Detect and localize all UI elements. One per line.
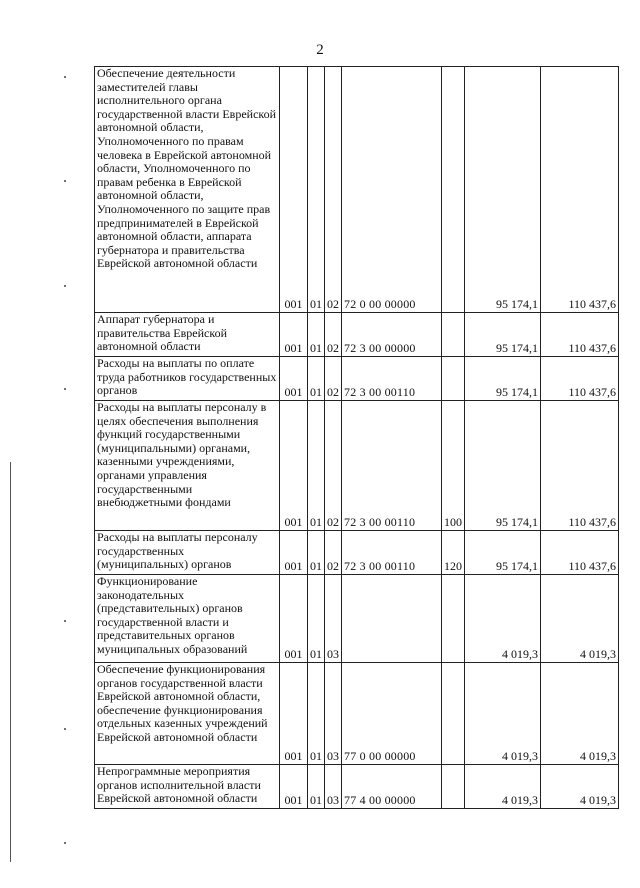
- cell-pr: 02: [325, 401, 342, 531]
- table-row: [95, 313, 619, 357]
- scan-dot: [64, 285, 66, 287]
- cell-name: Непрограммные мероприятия органов исполнительной власти Еврейской автономной области: [95, 765, 280, 809]
- cell-rz: 01: [308, 313, 325, 357]
- cell-v2: 110 437,6: [541, 357, 619, 401]
- cell-pr: 02: [325, 357, 342, 401]
- cell-csr: 72 3 00 00110: [342, 357, 442, 401]
- cell-vr: [442, 765, 465, 809]
- cell-v1: 4 019,3: [465, 575, 541, 663]
- cell-v1: 95 174,1: [465, 401, 541, 531]
- cell-pr: 02: [325, 313, 342, 357]
- table-body: [95, 67, 619, 809]
- cell-name: Обеспечение деятельности заместителей главы исполнительного органа государственной власти Еврейской автономной области, Уполномоченного по правам человека в Еврейской автономной области, Уполномоченного по правам ребенка в Еврейской автономной области, Уполномоченного по защите прав предпринимателей в Еврейской автономной области, аппарата губернатора и правительства Еврейской автономной области: [95, 67, 280, 313]
- cell-v1: 95 174,1: [465, 357, 541, 401]
- cell-vr: 120: [442, 531, 465, 575]
- cell-name: Обеспечение функционирования органов государственной власти Еврейской автономной области, обеспечение функционирования отдельных казенных учреждений Еврейской автономной области: [95, 663, 280, 765]
- cell-v2: 110 437,6: [541, 313, 619, 357]
- cell-pr: 02: [325, 67, 342, 313]
- scan-dot: [64, 842, 66, 844]
- cell-v2: 4 019,3: [541, 765, 619, 809]
- cell-v1: 95 174,1: [465, 313, 541, 357]
- cell-csr: 77 0 00 00000: [342, 663, 442, 765]
- cell-v1: 4 019,3: [465, 663, 541, 765]
- cell-v2: 110 437,6: [541, 401, 619, 531]
- cell-vr: 100: [442, 401, 465, 531]
- cell-name: Расходы на выплаты персоналу в целях обеспечения выполнения функций государственными (муниципальными) органами, казенными учреждениями, органами управления государственными внебюджетными фондами: [95, 401, 280, 531]
- cell-csr: 72 0 00 00000: [342, 67, 442, 313]
- scan-dot: [64, 180, 66, 182]
- cell-ved: 001: [280, 313, 308, 357]
- cell-vr: [442, 313, 465, 357]
- cell-name: Расходы на выплаты по оплате труда работников государственных органов: [95, 357, 280, 401]
- scan-dot: [64, 728, 66, 730]
- cell-csr: 72 3 00 00110: [342, 401, 442, 531]
- cell-vr: [442, 663, 465, 765]
- table-row: [95, 531, 619, 575]
- cell-vr: [442, 575, 465, 663]
- cell-rz: 01: [308, 531, 325, 575]
- cell-v1: 95 174,1: [465, 67, 541, 313]
- cell-csr: 72 3 00 00110: [342, 531, 442, 575]
- cell-ved: 001: [280, 357, 308, 401]
- cell-rz: 01: [308, 357, 325, 401]
- cell-pr: 03: [325, 663, 342, 765]
- table-row: [95, 663, 619, 765]
- cell-rz: 01: [308, 663, 325, 765]
- cell-ved: 001: [280, 67, 308, 313]
- cell-name: Функционирование законодательных (представительных) органов государственной власти и представительных органов муниципальных образований: [95, 575, 280, 663]
- cell-csr: 72 3 00 00000: [342, 313, 442, 357]
- cell-vr: [442, 67, 465, 313]
- scan-dot: [64, 388, 66, 390]
- cell-pr: 03: [325, 575, 342, 663]
- cell-v1: 95 174,1: [465, 531, 541, 575]
- scan-edge-line: [10, 462, 11, 862]
- cell-csr: 77 4 00 00000: [342, 765, 442, 809]
- cell-v1: 4 019,3: [465, 765, 541, 809]
- cell-name: Расходы на выплаты персоналу государственных (муниципальных) органов: [95, 531, 280, 575]
- cell-v2: 4 019,3: [541, 663, 619, 765]
- cell-v2: 4 019,3: [541, 575, 619, 663]
- cell-ved: 001: [280, 575, 308, 663]
- cell-v2: 110 437,6: [541, 67, 619, 313]
- cell-vr: [442, 357, 465, 401]
- cell-name: Аппарат губернатора и правительства Еврейской автономной области: [95, 313, 280, 357]
- table-row: [95, 401, 619, 531]
- table-row: [95, 575, 619, 663]
- table-row: [95, 67, 619, 313]
- cell-rz: 01: [308, 67, 325, 313]
- page-number: 2: [316, 42, 324, 58]
- scan-dot: [64, 76, 66, 78]
- cell-pr: 02: [325, 531, 342, 575]
- cell-ved: 001: [280, 765, 308, 809]
- cell-csr: [342, 575, 442, 663]
- cell-ved: 001: [280, 531, 308, 575]
- cell-rz: 01: [308, 575, 325, 663]
- cell-v2: 110 437,6: [541, 531, 619, 575]
- table-row: [95, 765, 619, 809]
- scan-dot: [64, 620, 66, 622]
- cell-rz: 01: [308, 401, 325, 531]
- table-row: [95, 357, 619, 401]
- cell-ved: 001: [280, 663, 308, 765]
- cell-rz: 01: [308, 765, 325, 809]
- cell-ved: 001: [280, 401, 308, 531]
- cell-pr: 03: [325, 765, 342, 809]
- budget-table: [94, 66, 619, 809]
